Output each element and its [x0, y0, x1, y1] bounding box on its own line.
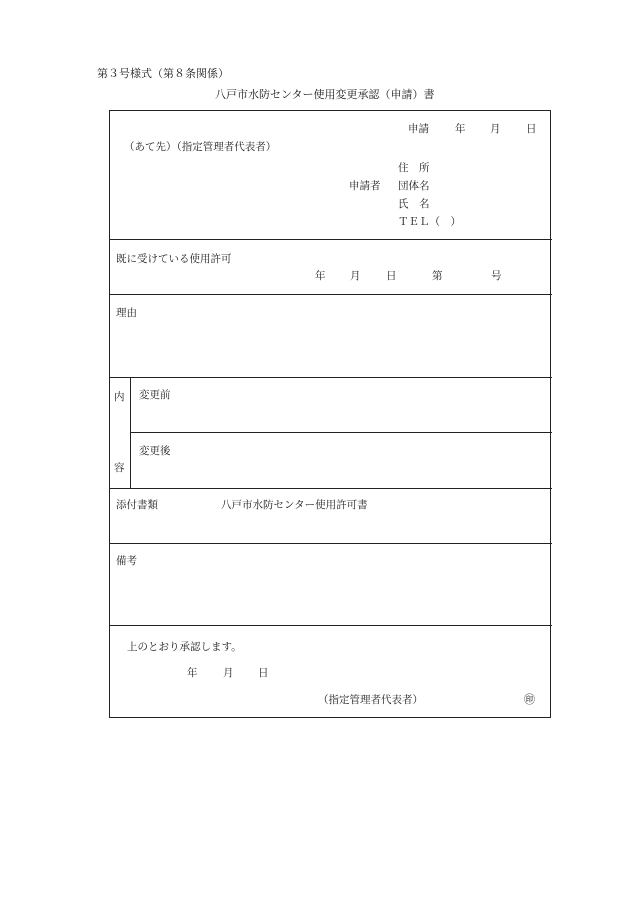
form-table: [109, 110, 551, 718]
prior-permit-dai: 第: [432, 270, 443, 282]
attachment-value: 八戸市水防センター使用許可書: [221, 499, 368, 511]
address-label: 住 所: [398, 162, 430, 174]
prior-permit-go: 号: [491, 270, 502, 282]
divider: [110, 543, 552, 544]
content-side-label-top: 内: [114, 391, 125, 403]
approval-statement: 上のとおり承認します。: [127, 641, 242, 653]
name-label: 氏 名: [398, 198, 430, 210]
prior-permit-label: 既に受けている使用許可: [116, 253, 232, 265]
prior-permit-year: 年: [315, 270, 326, 282]
divider: [110, 488, 552, 489]
remarks-label: 備考: [116, 555, 137, 567]
application-year-label: 年: [455, 123, 466, 135]
divider: [130, 432, 552, 433]
divider: [110, 625, 552, 626]
approval-day: 日: [258, 667, 269, 679]
after-change-label: 変更後: [139, 445, 171, 457]
seal-mark: ㊞: [524, 693, 535, 706]
prior-permit-month: 月: [350, 270, 361, 282]
applicant-label: 申請者: [349, 180, 381, 192]
divider: [130, 377, 131, 488]
attachment-label: 添付書類: [116, 499, 158, 511]
page-title: 八戸市水防センター使用変更承認（申請）書: [215, 88, 435, 101]
reason-label: 理由: [116, 307, 137, 319]
form-number: 第３号様式（第８条関係）: [97, 67, 229, 80]
divider: [110, 239, 552, 240]
application-day-label: 日: [526, 123, 537, 135]
approval-year: 年: [187, 667, 198, 679]
prior-permit-day: 日: [386, 270, 397, 282]
addressee: （あて先）（指定管理者代表者）: [124, 141, 277, 153]
divider: [110, 377, 552, 378]
application-label: 申請: [408, 123, 429, 135]
group-name-label: 団体名: [398, 180, 430, 192]
content-side-label-bottom: 容: [114, 462, 125, 474]
approval-signer: （指定管理者代表者）: [318, 694, 423, 706]
application-month-label: 月: [490, 123, 501, 135]
before-change-label: 変更前: [139, 389, 171, 401]
tel-label: ＴＥＬ（ ）: [398, 216, 461, 228]
approval-month: 月: [223, 667, 234, 679]
divider: [110, 294, 552, 295]
